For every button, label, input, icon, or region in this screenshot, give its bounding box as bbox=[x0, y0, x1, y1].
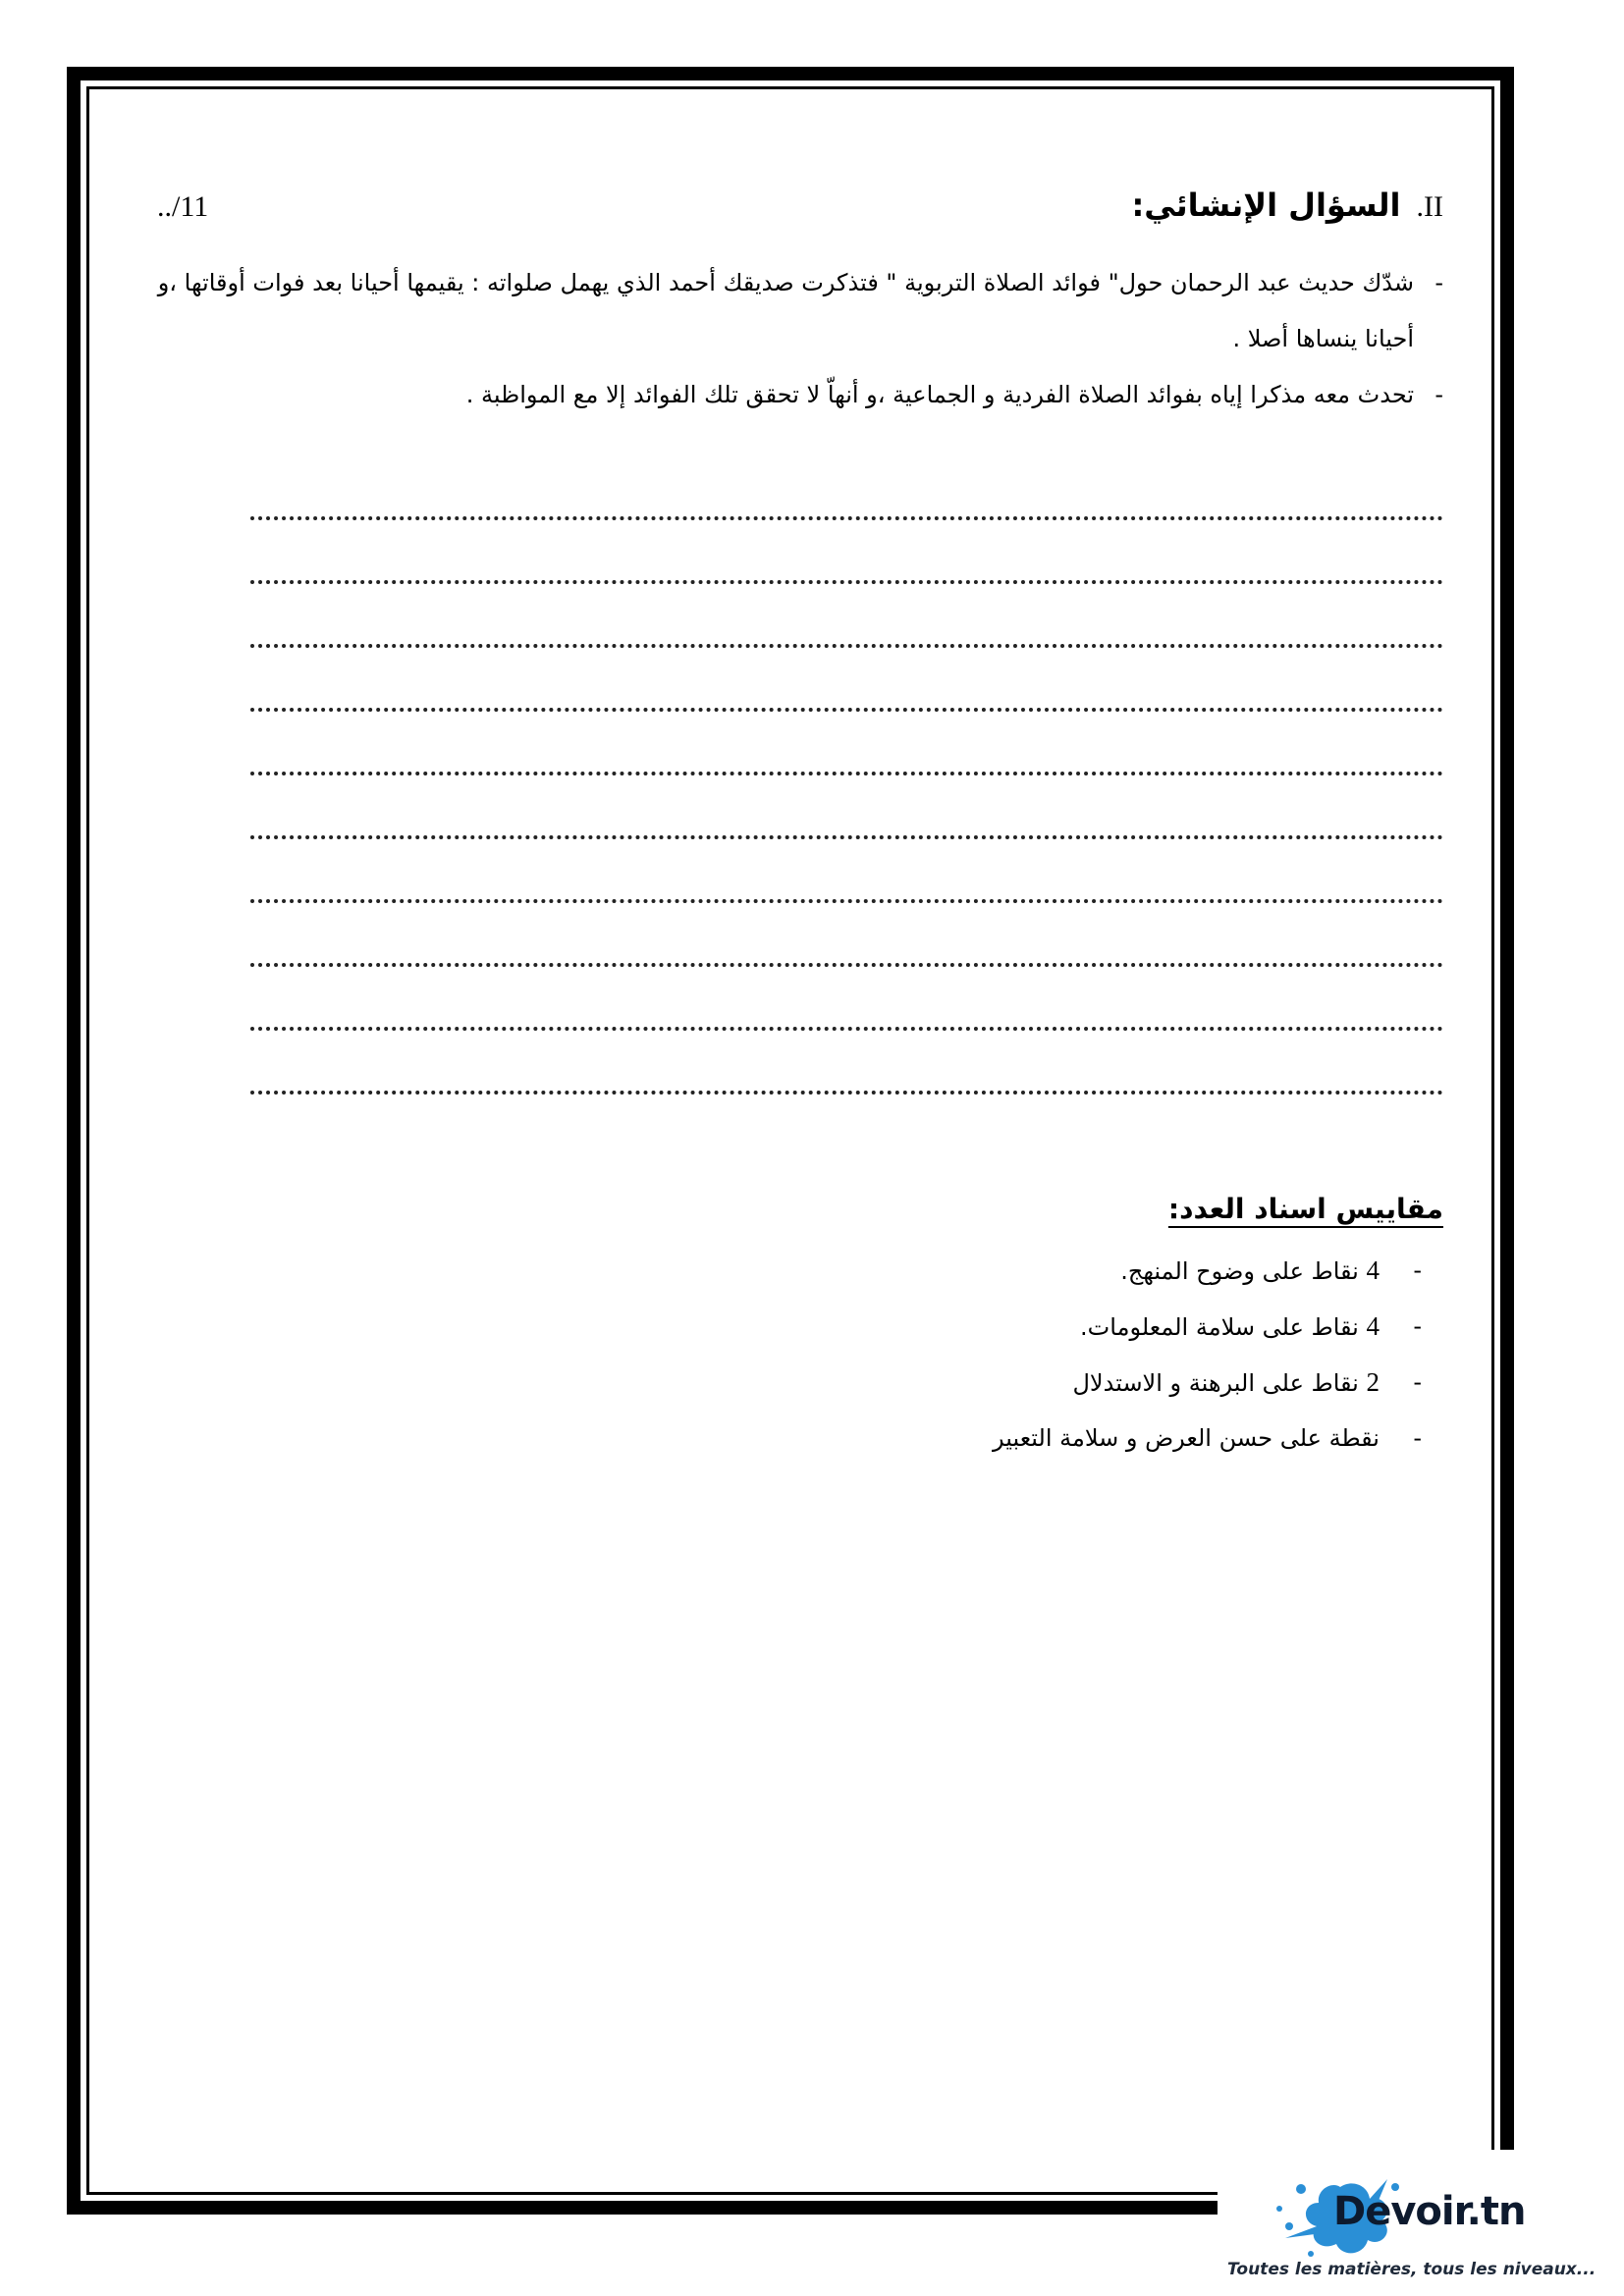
criteria-points: 2 bbox=[1366, 1367, 1380, 1397]
answer-area[interactable] bbox=[250, 456, 1443, 1095]
answer-line[interactable] bbox=[250, 967, 1443, 1031]
criteria-points: 4 bbox=[1366, 1255, 1380, 1285]
criteria-item bbox=[157, 1243, 1443, 1299]
answer-line[interactable] bbox=[250, 1031, 1443, 1095]
answer-line[interactable] bbox=[250, 648, 1443, 712]
answer-line[interactable] bbox=[250, 775, 1443, 839]
answer-line[interactable] bbox=[250, 839, 1443, 903]
answer-line[interactable] bbox=[250, 712, 1443, 775]
logo-brand: Devoir.tn bbox=[1333, 2189, 1526, 2234]
answer-line[interactable] bbox=[250, 584, 1443, 648]
criteria-text: نقاط على سلامة المعلومات. bbox=[1080, 1313, 1359, 1341]
criteria-points: 4 bbox=[1366, 1311, 1380, 1341]
prompt-item: - شدّك حديث عبد الرحمان حول" فوائد الصلاة التربوية " فتذكرت صديقك أحمد الذي يهمل صلواته : يقيمها أحيانا بعد فوات أوقاتها ،و أحيانا ينساها أصلا . bbox=[157, 255, 1443, 367]
devoir-logo[interactable] bbox=[1218, 2150, 1624, 2296]
criteria-text: نقطة على حسن العرض و سلامة التعبير bbox=[992, 1424, 1380, 1452]
question-title bbox=[1131, 187, 1443, 224]
exam-content bbox=[157, 187, 1443, 1466]
question-title-text: السؤال الإنشائي: bbox=[1131, 187, 1401, 224]
question-number: II. bbox=[1416, 190, 1443, 223]
criteria-item bbox=[157, 1411, 1443, 1466]
logo-tagline: Toutes les matières, tous les niveaux... bbox=[1227, 2260, 1597, 2279]
criteria-list bbox=[157, 1243, 1424, 1466]
criteria-title: مقاييس اسناد العدد: bbox=[1167, 1193, 1443, 1225]
question-score: ../11 bbox=[157, 190, 209, 223]
question-header bbox=[157, 187, 1443, 245]
criteria-text: نقاط على وضوح المنهج. bbox=[1120, 1257, 1359, 1285]
criteria-item bbox=[157, 1299, 1443, 1355]
criteria-text: نقاط على البرهنة و الاستدلال bbox=[1072, 1369, 1359, 1397]
answer-line[interactable] bbox=[250, 456, 1443, 520]
prompt-item: - تحدث معه مذكرا إياه بفوائد الصلاة الفردية و الجماعية ،و أنهاّ لا تحقق تلك الفوائد إلا مع المواظبة . bbox=[157, 367, 1443, 423]
criteria-item bbox=[157, 1355, 1443, 1411]
answer-line[interactable] bbox=[250, 520, 1443, 584]
question-prompt bbox=[157, 255, 1424, 423]
answer-line[interactable] bbox=[250, 903, 1443, 967]
